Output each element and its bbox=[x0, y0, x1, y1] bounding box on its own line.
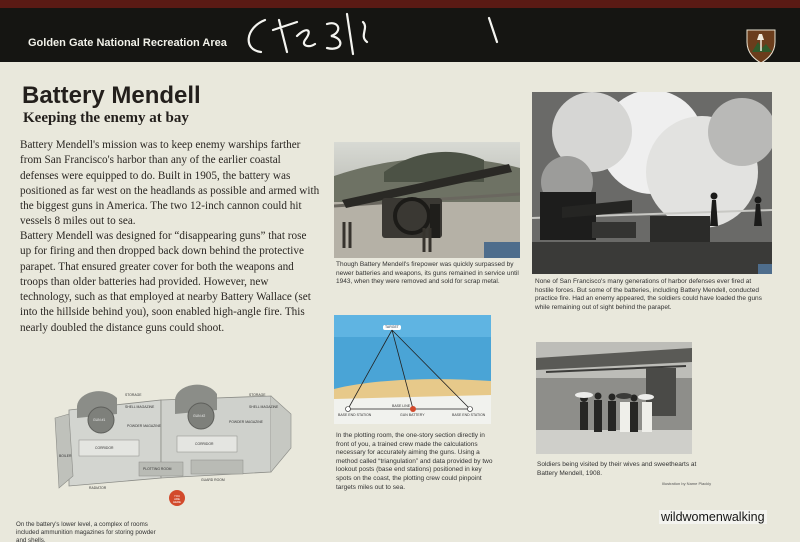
firing-photo bbox=[532, 92, 772, 274]
intro-paragraph: Battery Mendell was designed for “disappearing guns” that rose up for firing and then dropped back down behind the protective parapet. That ensured greater cover for both the weapons and troops than older batteries had provided. However, new technology, such as that employed at nearby Battery Wallace (set into the hillside behind you), soon enabled high-angle fire. This nearly doubled the distance guns could shoot. bbox=[20, 230, 311, 334]
right-station-label: BASE END STATION bbox=[452, 413, 486, 417]
plan-label: GUN #1 bbox=[93, 418, 106, 422]
you-are-here-marker: YOU ARE HERE bbox=[173, 494, 181, 504]
sign-header bbox=[0, 0, 800, 62]
plan-label: SHELL MAGAZINE bbox=[249, 405, 279, 409]
baseline-label: BASE LINE bbox=[392, 404, 411, 408]
gun-battery-label: GUN BATTERY bbox=[400, 413, 425, 417]
header-trim bbox=[0, 0, 800, 8]
plan-label: POWDER MAGAZINE bbox=[229, 420, 263, 424]
watermark-text: wildwomenwalking bbox=[661, 510, 765, 524]
visitors-caption: Soldiers being visited by their wives and sweethearts at Battery Mendell, 1908. bbox=[537, 461, 697, 477]
plan-label: GUARD ROOM bbox=[201, 478, 225, 482]
page-subtitle: Keeping the enemy at bay bbox=[23, 110, 189, 126]
plan-label: SHELL MAGAZINE bbox=[125, 405, 155, 409]
diagram-caption: In the plotting room, the one-story section directly in front of you, a trained crew made the calculations necessary for accurately aiming the guns. Using a method called “triangulation” and data provided by two lookout posts (base end stations) positioned in key spots on the coast, the plotting crew could pinpoint targets miles out to sea. bbox=[336, 432, 493, 491]
park-name: Golden Gate National Recreation Area bbox=[28, 37, 227, 49]
nps-arrowhead-icon bbox=[744, 28, 778, 64]
plan-label: PLOTTING ROOM bbox=[143, 467, 172, 471]
intro-paragraph: Battery Mendell's mission was to keep enemy warships farther from San Francisco's harbor than any of the earlier coastal defenses were equipped to do. Built in 1905, the battery was positioned as far west on the headlands as possible and armed with the biggest guns in America. The two 12-inch cannon could hit vessels 8 miles out to sea. bbox=[20, 139, 320, 228]
visitors-credit: Illustration by Name Plackly bbox=[662, 481, 712, 486]
left-station-label: BASE END STATION bbox=[338, 413, 372, 417]
graffiti-scribble bbox=[235, 8, 535, 58]
plan-caption: On the battery's lower level, a complex of rooms included ammunition magazines for storing powder and shells. bbox=[16, 521, 156, 542]
triangulation-diagram bbox=[334, 315, 491, 424]
plan-label: GUN #2 bbox=[193, 414, 206, 418]
plan-label: CORRIDOR bbox=[195, 442, 214, 446]
plan-label: STORAGE bbox=[249, 393, 266, 397]
plan-label: BOILER bbox=[59, 454, 72, 458]
plan-label: RADIATOR bbox=[89, 486, 107, 490]
visitors-photo bbox=[536, 342, 692, 454]
target-label: TARGET bbox=[385, 325, 399, 329]
plan-label: POWDER MAGAZINE bbox=[127, 424, 161, 428]
cannon-caption: Though Battery Mendell's firepower was quickly surpassed by newer batteries and weapons, its guns remained in service until 1943, when they were removed and sold for scrap metal. bbox=[336, 261, 519, 286]
cannon-photo bbox=[334, 142, 520, 258]
plan-label: STORAGE bbox=[125, 393, 142, 397]
firing-caption: None of San Francisco's many generations of harbor defenses ever fired at hostile forces. But some of the batteries, including Battery Mendell, conducted practice fire. Had an enemy appeared, the soldiers could have loaded the guns while remaining out of sight behind the parapet. bbox=[535, 278, 762, 311]
battery-floor-plan bbox=[45, 378, 310, 506]
plan-label: CORRIDOR bbox=[95, 446, 114, 450]
page-title: Battery Mendell bbox=[22, 82, 201, 109]
